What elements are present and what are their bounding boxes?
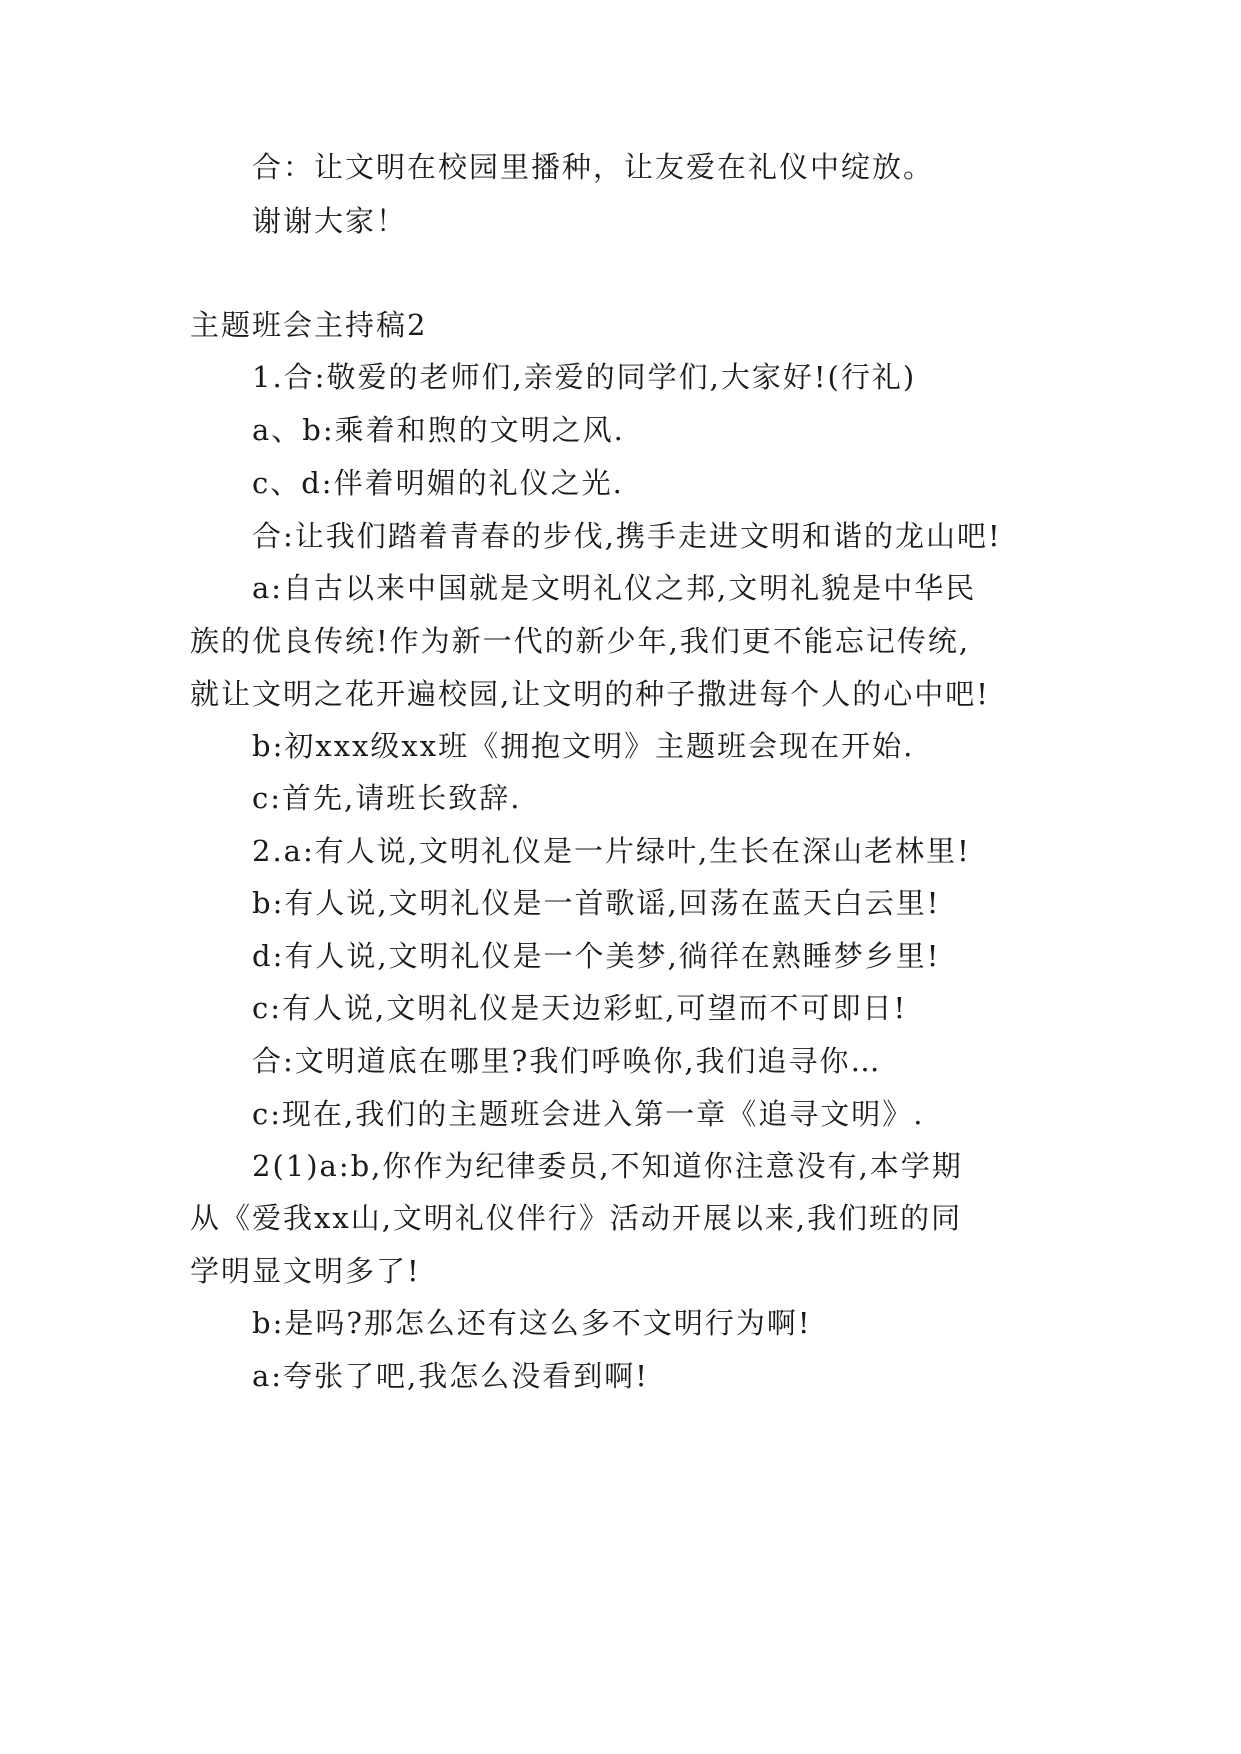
paragraph-line: b:初xxx级xx班《拥抱文明》主题班会现在开始. (252, 729, 915, 763)
paragraph-line: a:夸张了吧,我怎么没看到啊! (252, 1359, 649, 1393)
paragraph-line: c:首先,请班长致辞. (252, 781, 522, 815)
paragraph-line: b:有人说,文明礼仪是一首歌谣,回荡在蓝天白云里! (252, 886, 941, 920)
paragraph-line: 族的优良传统!作为新一代的新少年,我们更不能忘记传统, (190, 624, 971, 658)
paragraph-line: c:有人说,文明礼仪是天边彩虹,可望而不可即日! (252, 991, 908, 1025)
paragraph-line: 合:让我们踏着青春的步伐,携手走进文明和谐的龙山吧! (252, 519, 1002, 553)
paragraph-line: c:现在,我们的主题班会进入第一章《追寻文明》. (252, 1097, 925, 1131)
paragraph-line: 学明显文明多了! (190, 1254, 421, 1288)
paragraph-line: d:有人说,文明礼仪是一个美梦,徜徉在熟睡梦乡里! (252, 939, 941, 973)
section-heading: 主题班会主持稿2 (190, 308, 428, 342)
paragraph-line: 2(1)a:b,你作为纪律委员,不知道你注意没有,本学期 (252, 1149, 963, 1183)
paragraph-line: 合:文明道底在哪里?我们呼唤你,我们追寻你… (252, 1044, 882, 1078)
thanks-line: 谢谢大家！ (252, 204, 408, 238)
paragraph-line: c、d:伴着明媚的礼仪之光. (252, 466, 624, 500)
paragraph-line: b:是吗?那怎么还有这么多不文明行为啊! (252, 1306, 812, 1340)
paragraph-line: 1.合:敬爱的老师们,亲爱的同学们,大家好!(行礼) (252, 360, 917, 394)
paragraph-line: 从《爱我xx山,文明礼仪伴行》活动开展以来,我们班的同 (190, 1201, 963, 1235)
paragraph-line: a、b:乘着和煦的文明之风. (252, 413, 625, 447)
paragraph-line: a:自古以来中国就是文明礼仪之邦,文明礼貌是中华民 (252, 571, 977, 605)
closing-line: 合：让文明在校园里播种，让友爱在礼仪中绽放。 (252, 150, 935, 184)
paragraph-line: 就让文明之花开遍校园,让文明的种子撒进每个人的心中吧! (190, 677, 990, 711)
paragraph-line: 2.a:有人说,文明礼仪是一片绿叶,生长在深山老林里! (252, 834, 971, 868)
